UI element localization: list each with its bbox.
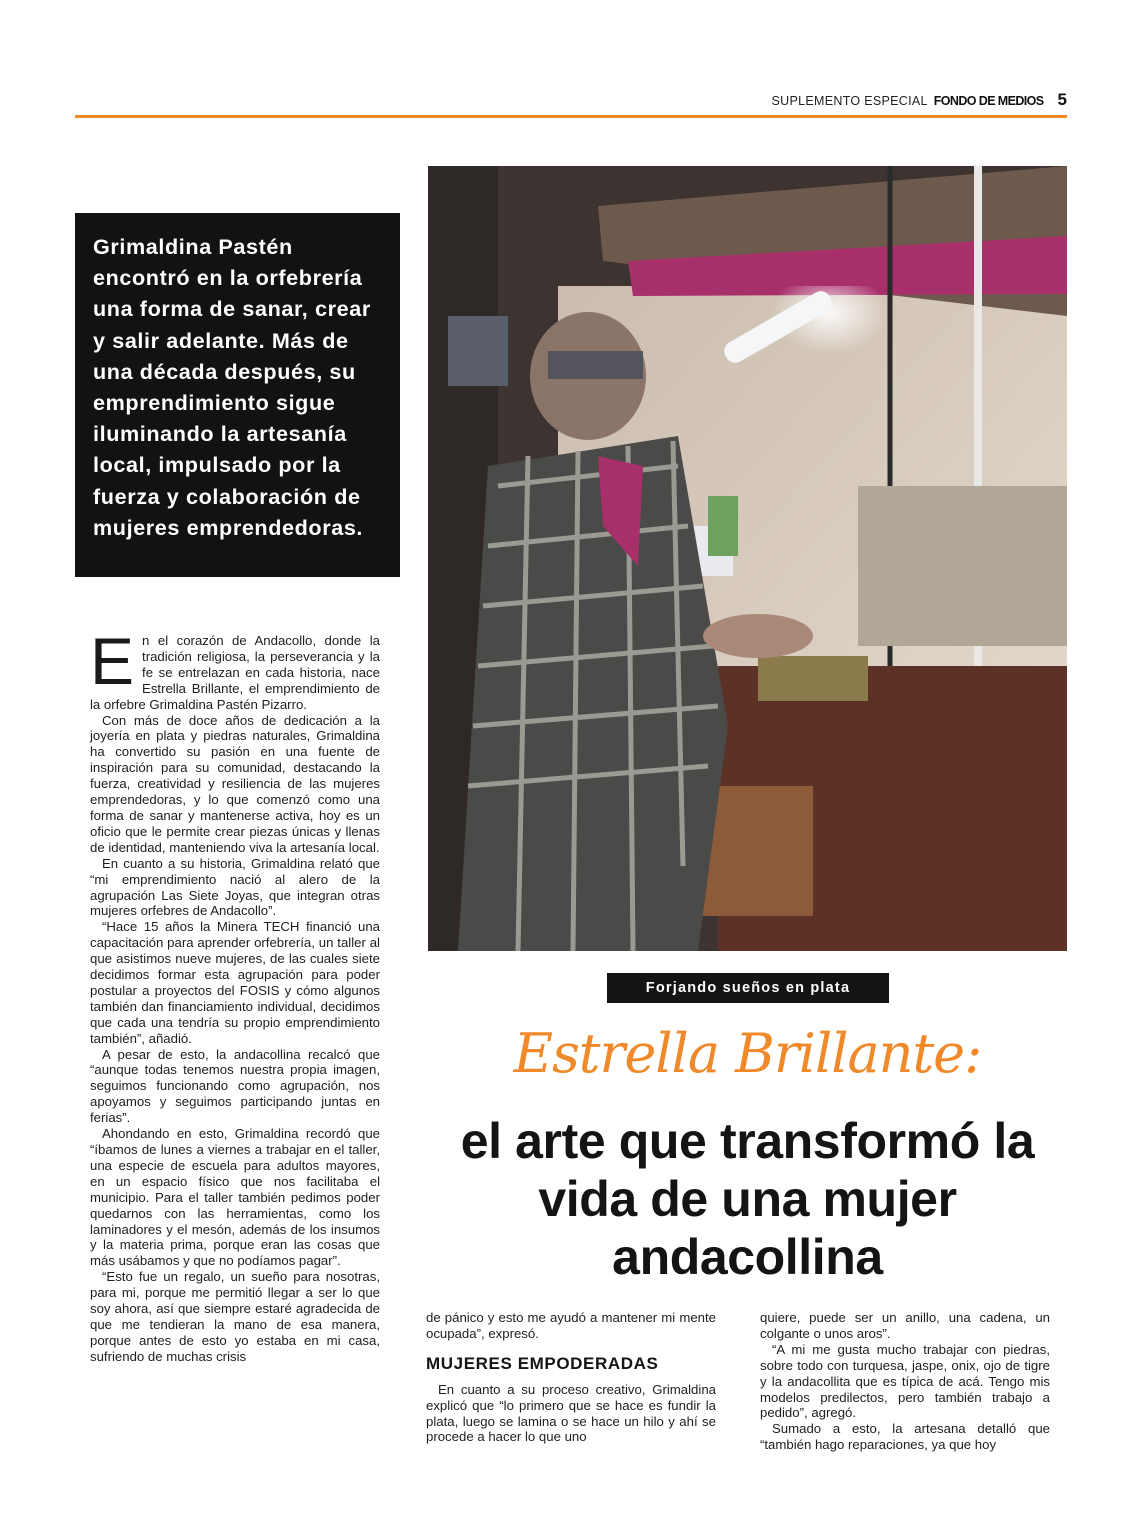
paragraph: de pánico y esto me ayudó a mantener mi mente ocupada”, expresó. xyxy=(426,1310,716,1341)
paragraph: quiere, puede ser un anillo, una cadena, un colgante o unos aros”. xyxy=(760,1310,1050,1341)
drop-cap: E xyxy=(90,624,135,698)
headline-title: el arte que transformó la vida de una mujer andacollina xyxy=(460,1113,1035,1285)
paragraph: En el corazón de Andacollo, donde la tradición religiosa, la perseverancia y la fe se entrelazan en cada historia, nace Estrella Brillante, el emprendimiento de la orfebre Grimaldina Pastén Pizarro. xyxy=(90,624,380,712)
paragraph: Sumado a esto, la artesana detalló que “también hago reparaciones, ya que hoy xyxy=(760,1421,1050,1453)
article-column-1 xyxy=(90,624,380,1365)
paragraph: “Esto fue un regalo, un sueño para nosotras, para mi, porque me permitió llegar a ser lo que soy ahora, así que siempre estaré agradecida de que me tendieran la mano de esa manera, porque antes de esto yo estaba en mi casa, sufriendo de muchas crisis xyxy=(90,1269,380,1364)
brand-logo: FONDO DE MEDIOS xyxy=(933,94,1044,108)
paragraph: En cuanto a su proceso creativo, Grimaldina explicó que “lo primero que se hace es fundir la plata, luego se lamina o se hace un hilo y ahí se procede a hacer lo que uno xyxy=(426,1381,716,1445)
paragraph: “A mi me gusta mucho trabajar con piedras, sobre todo con turquesa, jaspe, onix, ojo de tigre y la andacollita que es típica de acá. Tengo mis modelos predilectos, pero también trabajo a pedido”, agregó. xyxy=(760,1341,1050,1421)
photo-caption: Forjando sueños en plata xyxy=(607,973,889,1003)
headline-script: Estrella Brillante: xyxy=(513,1022,982,1085)
header-rule xyxy=(75,115,1067,118)
paragraph: En cuanto a su historia, Grimaldina relató que “mi emprendimiento nació al alero de la agrupación Las Siete Joyas, que integran otras mujeres orfebres de Andacollo”. xyxy=(90,855,380,919)
paragraph: A pesar de esto, la andacollina recalcó que “aunque todas tenemos nuestra propia imagen, seguimos funcionando como agrupación, nos apoyamos y seguimos participando juntas en ferias”. xyxy=(90,1046,380,1126)
article-column-3 xyxy=(760,1310,1050,1453)
article-column-2 xyxy=(426,1310,716,1445)
page-number: 5 xyxy=(1057,90,1067,109)
paragraph: Ahondando en esto, Grimaldina recordó que “íbamos de lunes a viernes a trabajar en el taller, una especie de escuela para adultos mayores, en un espacio físico que nos facilitaba el municipio. Para el taller también pedimos poder quedarnos con las herramientas, como los laminadores y el mesón, además de los insumos y la materia prima, porque eran las cosas que más usábamos y que no podíamos pagar”. xyxy=(90,1126,380,1269)
deck-box: Grimaldina Pastén encontró en la orfebrería una forma de sanar, crear y salir adelante. Más de una década después, su emprendimiento sigue iluminando la artesanía local, impulsado por la fuerza y colaboración de mujeres emprendedoras. xyxy=(75,213,400,577)
supplement-label: SUPLEMENTO ESPECIAL xyxy=(771,94,928,108)
page-header xyxy=(75,88,1067,118)
paragraph: Con más de doce años de dedicación a la joyería en plata y piedras naturales, Grimaldina ha convertido su pasión en una fuente de inspiración para su comunidad, destacando la fuerza, creatividad y resiliencia de las mujeres emprendedoras, y lo que comenzó como una forma de sanar y mantenerse activa, hoy es un oficio que le permite crear piezas únicas y llenas de identidad, manteniendo viva la artesanía local. xyxy=(90,712,380,855)
article-photo xyxy=(428,166,1067,951)
section-subhead: MUJERES EMPODERADAS xyxy=(426,1353,659,1373)
paragraph: “Hace 15 años la Minera TECH financió una capacitación para aprender orfebrería, un taller al que asistimos nueve mujeres, de las cuales siete decidimos formar esta agrupación para poder postular a proyectos del FOSIS y cómo algunos también dan financiamiento individual, decidimos que cada una tendría su propio emprendimiento también”, añadió. xyxy=(90,919,380,1046)
